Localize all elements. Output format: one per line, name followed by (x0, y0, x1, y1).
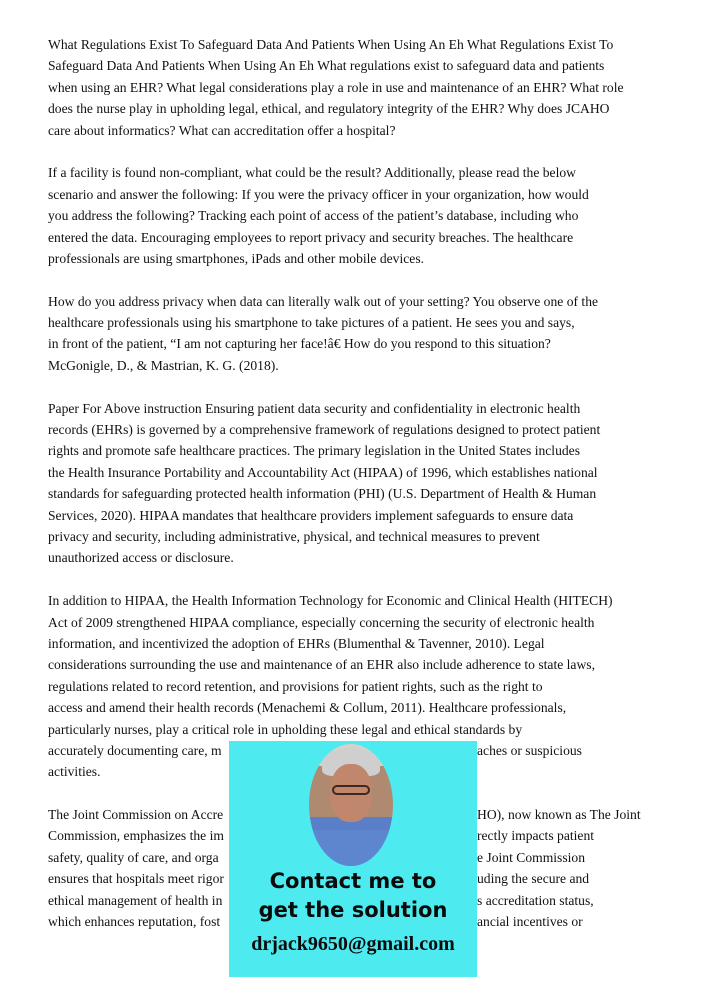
text-line (48, 612, 688, 633)
text-line (48, 526, 688, 547)
text-line (48, 55, 688, 76)
text-line-right: e Joint Commission (477, 849, 586, 865)
text-line (48, 697, 688, 718)
text-line-right: aches or suspicious (477, 742, 582, 758)
text-line-left: unauthorized access or disclosure. (48, 550, 234, 566)
text-line (48, 398, 688, 419)
text-line-left: ensures that hospitals meet rigor (48, 871, 224, 887)
ad-headline-line2: get the solution (258, 898, 448, 922)
text-line-right: HO), now known as The Joint (477, 807, 641, 823)
text-line-left: safety, quality of care, and orga (48, 849, 219, 865)
text-line-right: s accreditation status, (477, 892, 594, 908)
text-line (48, 590, 688, 611)
contact-email[interactable]: drjack9650@gmail.com (251, 933, 455, 955)
text-line (48, 120, 688, 141)
text-line (48, 483, 688, 504)
text-line-left: Paper For Above instruction Ensuring patient data security and confidentiality in electronic health (48, 400, 581, 416)
text-line (48, 77, 688, 98)
text-line (48, 227, 688, 248)
text-line (48, 312, 688, 333)
paragraph (48, 162, 688, 269)
text-line (48, 205, 688, 226)
text-line (48, 291, 688, 312)
text-line-left: the Health Insurance Portability and Accountability Act (HIPAA) of 1996, which establishes national (48, 464, 598, 480)
text-line (48, 98, 688, 119)
text-line (48, 333, 688, 354)
text-line-left: which enhances reputation, fost (48, 914, 221, 930)
text-line (48, 419, 688, 440)
text-line-left: access and amend their health records (Menachemi & Collum, 2011). Healthcare professionals, (48, 700, 567, 716)
text-line-left: accurately documenting care, m (48, 742, 222, 758)
text-line-left: scenario and answer the following: If you were the privacy officer in your organization, how would (48, 186, 589, 202)
text-line-left: information, and incentivized the adoption of EHRs (Blumenthal & Tavenner, 2010). Legal (48, 635, 545, 651)
text-line (48, 184, 688, 205)
text-line-left: regulations related to record retention, and provisions for patient rights, such as the right to (48, 678, 543, 694)
text-line-left: in front of the patient, “I am not capturing her face!â€ How do you respond to this situation? (48, 336, 551, 352)
text-line-left: Act of 2009 strengthened HIPAA compliance, especially concerning the security of electronic health (48, 614, 595, 630)
text-line (48, 162, 688, 183)
text-line-right: ancial incentives or (477, 914, 583, 930)
text-line-left: does the nurse play in upholding legal, ethical, and regulatory integrity of the EHR? Why does JCAHO (48, 101, 610, 117)
ad-headline-line1: Contact me to (269, 869, 437, 893)
text-line-left: The Joint Commission on Accre (48, 807, 224, 823)
text-line-left: standards for safeguarding protected health information (PHI) (U.S. Department of Health & Human (48, 486, 597, 502)
text-line-left: care about informatics? What can accreditation offer a hospital? (48, 122, 396, 138)
text-line-right: rectly impacts patient (477, 828, 595, 844)
text-line-left: How do you address privacy when data can literally walk out of your setting? You observe one of the (48, 293, 599, 309)
text-line-left: you address the following? Tracking each point of access of the patient’s database, including who (48, 208, 579, 224)
text-line (48, 440, 688, 461)
text-line-left: healthcare professionals using his smartphone to take pictures of a patient. He sees you and says, (48, 315, 575, 331)
text-line-left: activities. (48, 764, 101, 780)
text-line (48, 462, 688, 483)
text-line-left: McGonigle, D., & Mastrian, K. G. (2018). (48, 357, 279, 373)
text-line (48, 676, 688, 697)
text-line (48, 248, 688, 269)
text-line-left: rights and promote safe healthcare practices. The primary legislation in the United States includes (48, 443, 581, 459)
text-line-left: entered the data. Encouraging employees to report privacy and security breaches. The healthcare (48, 229, 574, 245)
text-line (48, 547, 688, 568)
text-line (48, 719, 688, 740)
contact-advertisement[interactable] (229, 741, 477, 977)
text-line-left: Commission, emphasizes the im (48, 828, 224, 844)
text-line (48, 505, 688, 526)
paragraph (48, 398, 688, 569)
text-line-left: Services, 2020). HIPAA mandates that healthcare providers implement safeguards to ensure data (48, 507, 574, 523)
text-line-left: considerations surrounding the use and maintenance of an EHR also include adherence to state laws, (48, 657, 595, 673)
text-line-left: records (EHRs) is governed by a comprehensive framework of regulations designed to protect patient (48, 422, 601, 438)
text-line-left: privacy and security, including administrative, physical, and technical measures to prevent (48, 528, 540, 544)
text-line (48, 633, 688, 654)
text-line-left: particularly nurses, play a critical role in upholding these legal and ethical standards by (48, 721, 523, 737)
text-line (48, 355, 688, 376)
paragraph (48, 34, 688, 141)
text-line-left: What Regulations Exist To Safeguard Data And Patients When Using An Eh What Regulations Exist To (48, 37, 614, 52)
text-line (48, 654, 688, 675)
text-line-left: professionals are using smartphones, iPads and other mobile devices. (48, 250, 425, 266)
text-line-left: In addition to HIPAA, the Health Information Technology for Economic and Clinical Health (HITECH) (48, 593, 613, 609)
text-line-left: when using an EHR? What legal considerations play a role in use and maintenance of an EHR? What role (48, 79, 624, 95)
text-line-left: ethical management of health in (48, 892, 223, 908)
text-line-left: If a facility is found non-compliant, what could be the result? Additionally, please read the below (48, 165, 576, 181)
author-photo (309, 744, 393, 866)
text-line (48, 34, 688, 55)
paragraph (48, 291, 688, 377)
text-line-right: uding the secure and (477, 871, 590, 887)
text-line-left: Safeguard Data And Patients When Using An Eh What regulations exist to safeguard data and patients (48, 58, 605, 74)
